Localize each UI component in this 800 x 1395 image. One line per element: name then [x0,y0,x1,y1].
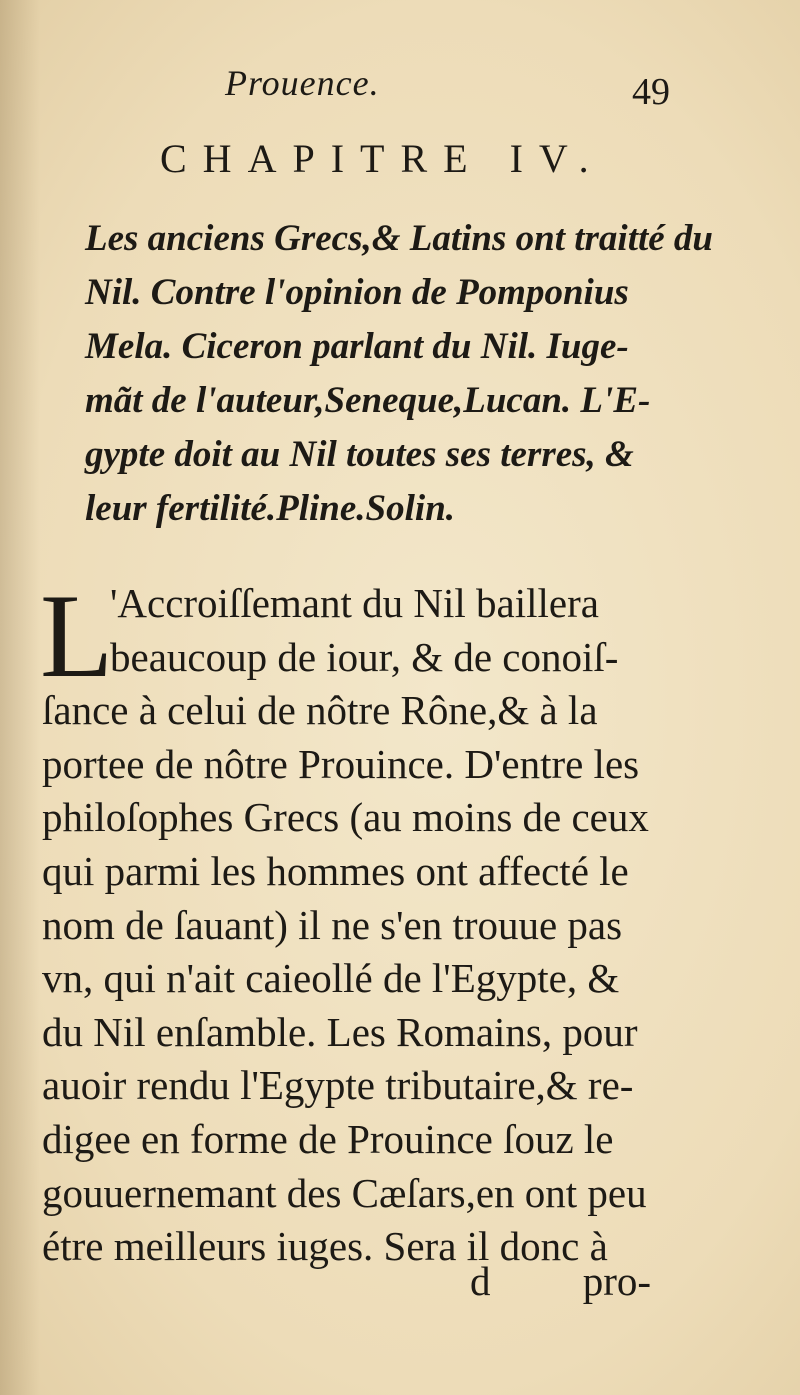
summary-line: Nil. Contre l'opinion de Pomponius [85,272,629,313]
summary-line: Mela. Ciceron parlant du Nil. Iuge- [85,326,629,367]
body-line: philoſophes Grecs (au moins de ceux [42,794,649,841]
body-line: du Nil enſamble. Les Romains, pour [42,1008,638,1055]
body-line: ſance à celui de nôtre Rône,& à la [42,687,598,734]
chapter-heading: CHAPITRE IV. [160,136,605,181]
body-line: 'Accroiſſemant du Nil baillera [110,580,599,626]
summary-line: Les anciens Grecs,& Latins ont traitté du [85,218,714,259]
drop-cap: L [40,569,114,702]
body-line: beaucoup de iour, & de conoiſ- [110,633,619,680]
page-gutter-shadow [0,0,40,1395]
body-line: étre meilleurs iuges. Sera il donc à [42,1223,608,1270]
body-line: digee en forme de Prouince ſouz le [42,1115,614,1162]
summary-line: gypte doit au Nil toutes ses terres, & [85,434,634,475]
signature-mark: d [470,1258,491,1304]
body-line: vn, qui n'ait caieollé de l'Egypte, & [42,955,620,1002]
body-line: qui parmi les hommes ont affecté le [42,847,629,894]
chapter-summary [85,212,714,536]
body-line: nom de ſauant) il ne s'en trouue pas [42,901,623,948]
body-line: portee de nôtre Prouince. D'entre les [42,740,640,787]
catchword: pro- [582,1258,652,1304]
body-text [40,569,682,1274]
running-head: Prouence. [225,63,380,103]
page-number: 49 [632,71,670,113]
body-line: gouuernemant des Cæſars,en ont peu [42,1169,647,1216]
summary-line: leur fertilité.Pline.Solin. [85,488,456,529]
page-footer [470,1257,651,1305]
summary-line: mãt de l'auteur,Seneque,Lucan. L'E- [85,380,651,421]
body-line: auoir rendu l'Egypte tributaire,& re- [42,1062,634,1109]
